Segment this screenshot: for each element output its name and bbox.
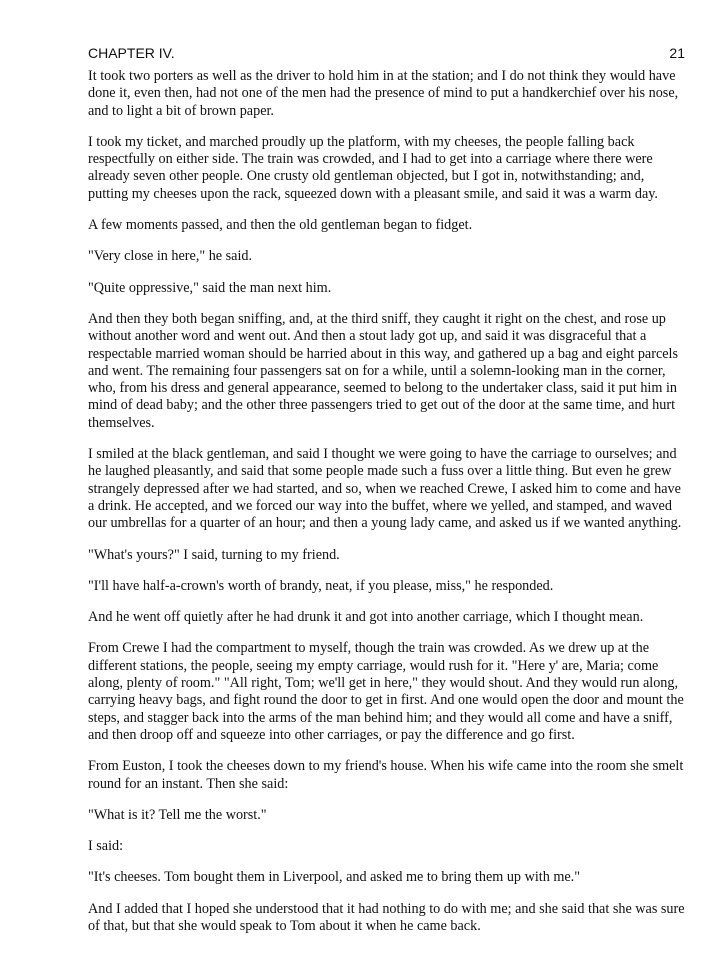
paragraph: I smiled at the black gentleman, and said I thought we were going to have the carriage to ourselves; and he laughed pleasantly, and said that some people made such a fuss over a little thing. But even he grew strangely depressed after we had started, and so, when we reached Crewe, I asked him to come and have a drink. He accepted, and we forced our way into the buffet, where we yelled, and stamped, and waved our umbrellas for a quarter of an hour; and then a young lady came, and asked us if we wanted anything.: [88, 446, 682, 532]
paragraph: I said:: [88, 838, 124, 855]
paragraph: "What's yours?" I said, turning to my friend.: [88, 546, 340, 563]
running-header: [88, 44, 685, 62]
paragraph: And he went off quietly after he had drunk it and got into another carriage, which I thought mean.: [88, 609, 644, 626]
paragraph: "Quite oppressive," said the man next him.: [88, 279, 332, 296]
paragraph: "I'll have half-a-crown's worth of brandy, neat, if you please, miss," he responded.: [88, 577, 554, 594]
paragraph: And then they both began sniffing, and, at the third sniff, they caught it right on the chest, and rose up without another word and went out. And then a stout lady got up, and said it was disgraceful that a respectable married woman should be harried about in this way, and gathered up a bag and eight parcels and went. The remaining four passengers sat on for a while, until a solemn-looking man in the corner, who, from his dress and general appearance, seemed to belong to the undertaker class, said it put him in mind of dead baby; and the other three passengers tried to get out of the door at the same time, and hurt themselves.: [88, 310, 679, 431]
paragraph: From Crewe I had the compartment to myself, though the train was crowded. As we drew up at the different stations, the people, seeing my empty carriage, would rush for it. "Here y' are, Maria; come along, plenty of room." "All right, Tom; we'll get in here," they would shout. And they would run along, carrying heavy bags, and fight round the door to get in first. And one would open the door and mount the steps, and stagger back into the arms of the man behind him; and they would all come and have a sniff, and then droop off and squeeze into other carriages, or pay the difference and go first.: [88, 640, 684, 743]
body-text: [88, 68, 685, 935]
page-number: 21: [669, 45, 685, 61]
paragraph: It took two porters as well as the driver to hold him in at the station; and I do not think they would have done it, even then, had not one of the men had the presence of mind to put a handkerchief over his nose, and to light a bit of brown paper.: [88, 68, 679, 119]
paragraph: I took my ticket, and marched proudly up the platform, with my cheeses, the people falling back respectfully on either side. The train was crowded, and I had to get into a carriage where there were already seven other people. One crusty old gentleman objected, but I got in, notwithstanding; and, putting my cheeses upon the rack, squeezed down with a pleasant smile, and said it was a warm day.: [88, 133, 658, 202]
chapter-title: CHAPTER IV.: [88, 45, 175, 61]
paragraph: "What is it? Tell me the worst.": [88, 806, 267, 823]
paragraph: "It's cheeses. Tom bought them in Liverpool, and asked me to bring them up with me.": [88, 869, 581, 886]
paragraph: And I added that I hoped she understood that it had nothing to do with me; and she said that she was sure of that, but that she would speak to Tom about it when he came back.: [88, 900, 685, 934]
paragraph: A few moments passed, and then the old gentleman began to fidget.: [88, 217, 473, 234]
paragraph: From Euston, I took the cheeses down to my friend's house. When his wife came into the room she smelt round for an instant. Then she said:: [88, 758, 684, 792]
book-page: [88, 44, 685, 949]
paragraph: "Very close in here," he said.: [88, 248, 253, 265]
